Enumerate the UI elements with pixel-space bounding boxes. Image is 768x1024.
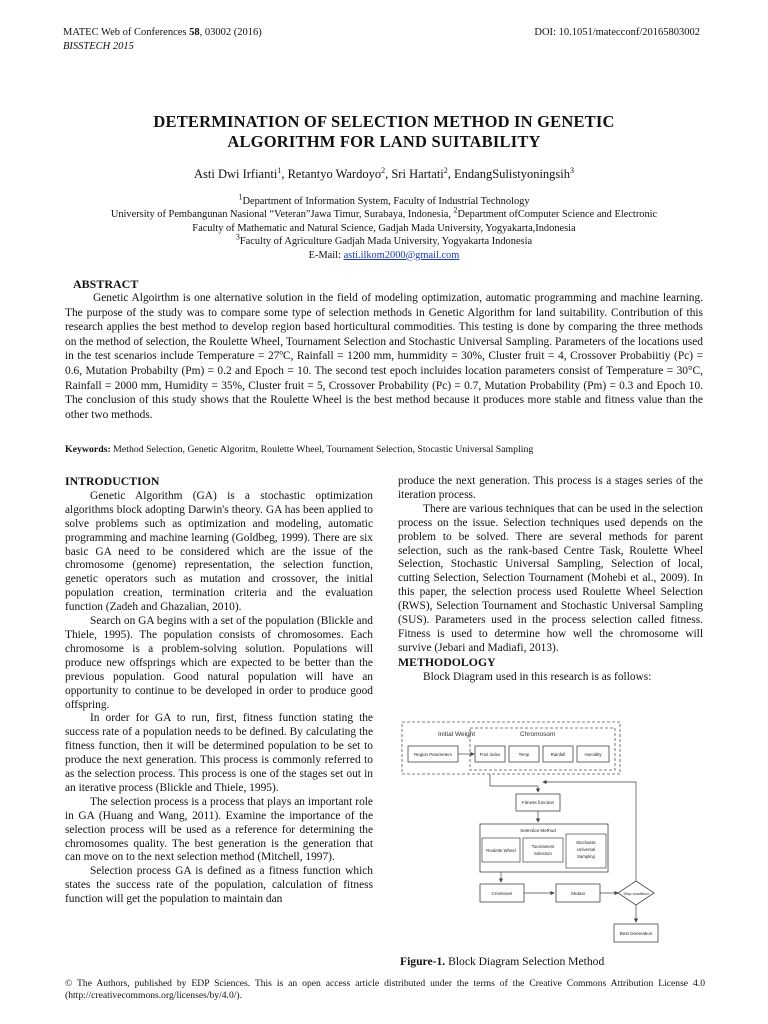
figure-label: Figure-1. (400, 955, 446, 968)
intro-paragraph-3: In order for GA to run, first, fitness function stating the success rate of a population needs to be defined. By calculating the fitness function, then it will be determined population to be set to produce the next generation. This process is commonly referred to as the selection process. This process is one of the stages set out in an iterative process (Blickle and Thiele, 1995). (65, 712, 373, 794)
affiliation-line-3: Faculty of Mathematic and Natural Science, Gadjah Mada University, Yogyakarta,Indonesia (192, 222, 576, 234)
affiliation-1-text: Department of Information System, Faculty of Industrial Technology (242, 196, 530, 207)
diagram-initial-weight-label: Initial Weight (438, 731, 476, 738)
diagram-stop-condition: Stop condition (623, 891, 649, 896)
diagram-best-generation: Best Generation (619, 931, 653, 936)
affiliation-2-text: University of Pembangunan Nasional “Veteran”Jawa Timur, Surabaya, Indonesia, (110, 209, 454, 221)
author-4: , EndangSulistyoningsih (447, 167, 571, 181)
diagram-region-params: Region Parameters (414, 752, 452, 757)
block-diagram (398, 718, 703, 950)
diagram-roulette: Roulette Wheel (486, 848, 516, 853)
affiliation-3-marker: 3 (235, 232, 240, 242)
diagram-tournament-line1: Tournament (531, 844, 555, 849)
affiliation-line-4 (40, 232, 728, 248)
author-1: Asti Dwi Irfianti (193, 167, 278, 181)
tournament-box (523, 838, 563, 862)
title-line-2: ALGORITHM FOR LAND SUITABILITY (227, 132, 541, 151)
affiliation-3-text: Faculty of Agriculture Gadjah Mada University, Yogyakarta Indonesia (239, 236, 533, 248)
author-1-affil: 1 (277, 165, 282, 175)
diagram-fitness-function: Fitness function (521, 800, 555, 805)
intro-paragraph-4: The selection process is a process that plays an important role in GA (Huang and Wang, 2011). Examine the importance of the selection process will be used as a reference for determining the chromosomes quality. The best generation is the generation that can move on to the next selection method (Mitchell, 1997). (65, 795, 373, 864)
diagram-chromosom-label: Chromosom (520, 731, 556, 738)
running-header-journal (63, 27, 262, 38)
abstract-heading: ABSTRACT (73, 277, 139, 291)
author-4-affil: 3 (570, 165, 575, 175)
keywords-label: Keywords: (65, 444, 111, 455)
keywords-list: Method Selection, Genetic Algoritm, Roulette Wheel, Tournament Selection, Stocastic Universal Sampling (110, 444, 534, 455)
author-2: , Retantyo Wardoyo (281, 167, 382, 181)
methodology-heading: METHODOLOGY (398, 654, 496, 669)
diagram-humidity: Humidity (584, 752, 602, 757)
affiliation-1-marker: 1 (238, 192, 243, 202)
affiliation-line-2 (40, 205, 728, 221)
journal-article-number: , 03002 (2016) (199, 27, 262, 38)
abstract-text: Genetic Algoirthm is one alternative solution in the field of modeling optimization, automatic programming and machine learning. The purpose of the study was to compare some type of selection methods in Genetic Algorithm for land suitability. Contribution of this research applies the best method to develop region based horticultural commodities. This testing is done by comparing the three methods on the method of selection, the Roulette Wheel, Tournament Selection and Stochastic Universal Sampling. Parameters of the locations used in the test scenarios include Temperature = 27ºC, Rainfall = 1200 mm, hummidity = 30%, Cluster fruit = 4, Crossover Probabiitiy (Pc) = 0.6, Mutation Probabilty (Pm) = 0.2 and Epoch = 10. The second test epoch incluides location parameters consist of Temperature = 30°C, Rainfall = 2000 mm, Humidity = 35%, Cluster fruit = 5, Crossover Probability (Pc) = 0.7, Mutation Probability (Pm) = 0.3 and Epoch 10. The conclusion of this study shows that the Roulette Wheel is the best method because it produces more stable and fitness value than the other two methods. (65, 292, 703, 421)
author-2-affil: 2 (381, 165, 386, 175)
diagram-mutasi: Mutasi (571, 891, 585, 896)
affiliation-2b-text: Department ofComputer Science and Electronic (457, 209, 658, 221)
diagram-sus-line1: Stochastic (576, 840, 596, 845)
conference-name: BISSTECH 2015 (63, 41, 134, 52)
diagram-sus-line2: Universal (577, 847, 595, 852)
diagram-rainfall: Rainfall (550, 752, 566, 757)
figure-caption-text: Block Diagram Selection Method (445, 955, 605, 968)
introduction-heading: INTRODUCTION (65, 474, 160, 488)
right-column (398, 475, 703, 685)
diagram-temp: Temp (518, 752, 530, 757)
left-column (65, 475, 373, 907)
diagram-crossover: Crossover (491, 891, 513, 896)
figure-caption (400, 955, 604, 968)
arrow-chromosom-to-fitness (490, 774, 538, 792)
affiliations (40, 192, 728, 262)
diagram-selection-method: Selection Method (520, 828, 556, 833)
affiliation-2-marker: 2 (453, 205, 458, 215)
affiliation-line-1 (40, 192, 728, 208)
author-3-affil: 2 (443, 165, 448, 175)
title-line-1: DETERMINATION OF SELECTION METHOD IN GENETIC (153, 112, 615, 131)
author-3: , Sri Hartati (385, 167, 444, 181)
email-label: E-Mail: (308, 249, 344, 261)
email-link[interactable]: asti.ilkom2000@gmail.com (343, 249, 460, 261)
diagram-sus-line3: Sampling (577, 854, 595, 859)
author-list (60, 167, 708, 182)
diagram-tournament-line2: Selection (534, 851, 552, 856)
right-paragraph-1: produce the next generation. This process is a stages series of the iteration process. (398, 475, 703, 501)
doi[interactable]: DOI: 10.1051/matecconf/20165803002 (534, 27, 700, 38)
journal-volume: 58 (189, 27, 200, 38)
email-line (40, 249, 728, 262)
paper-title (60, 112, 708, 152)
journal-name: MATEC Web of Conferences (63, 27, 190, 38)
copyright-footer: © The Authors, published by EDP Sciences. This is an open access article distributed under the terms of the Creative Commons Attribution License 4.0 (http://creativecommons.org/licenses/by/4.0/). (65, 978, 705, 1001)
diagram-fruit-index: Fruit index (479, 752, 501, 757)
intro-paragraph-1: Genetic Algorithm (GA) is a stochastic optimization algorithms block adopting Darwin's theory. GA has been applied to solve problems such as optimization and modeling, automatic programming and machine learning (Goldbeg, 1999). There are six basic GA need to be considered which are the issue of the chromosome (genome) representation, the selection function, genetic operators such as mutation and crossover, the initial population creation, termination criteria and the evaluation function (Zadeh and Ghazalian, 2010). (65, 489, 373, 614)
methodology-paragraph: Block Diagram used in this research is as follows: (423, 670, 652, 683)
intro-paragraph-2: Search on GA begins with a set of the population (Blickle and Thiele, 1995). The population consists of chromosomes. Each chromosome is a problem-solving solution. Populations will produce new offsprings which are expected to be better than the previous population. Good natural population will have an opportunity to continue to be developed in order to produce good offspring. (65, 615, 373, 711)
intro-paragraph-5: Selection process GA is defined as a fitness function which states the success rate of the population, calculation of fitness function will get the population to maintain dan (65, 865, 373, 906)
right-paragraph-2: There are various techniques that can be used in the selection process on the issue. Selection techniques used depends on the problem to be solved. There are several methods for parent selection, such as the rank-based Centre Task, Roulette Wheel Selection, Stochastic Universal Sampling, Selection of local, cutting Selection, Selection Tournament (Mohebi et al., 2009). In this paper, the selection process used Roulette Wheel Selection (RWS), Selection Tournament and Stochastic Universal Sampling (SUS). Parameters used in the process selection called fitness. Fitness is used to determine how well the chromosome will survive (Jebari and Madiafi, 2013). (398, 502, 703, 654)
keywords (65, 444, 710, 455)
